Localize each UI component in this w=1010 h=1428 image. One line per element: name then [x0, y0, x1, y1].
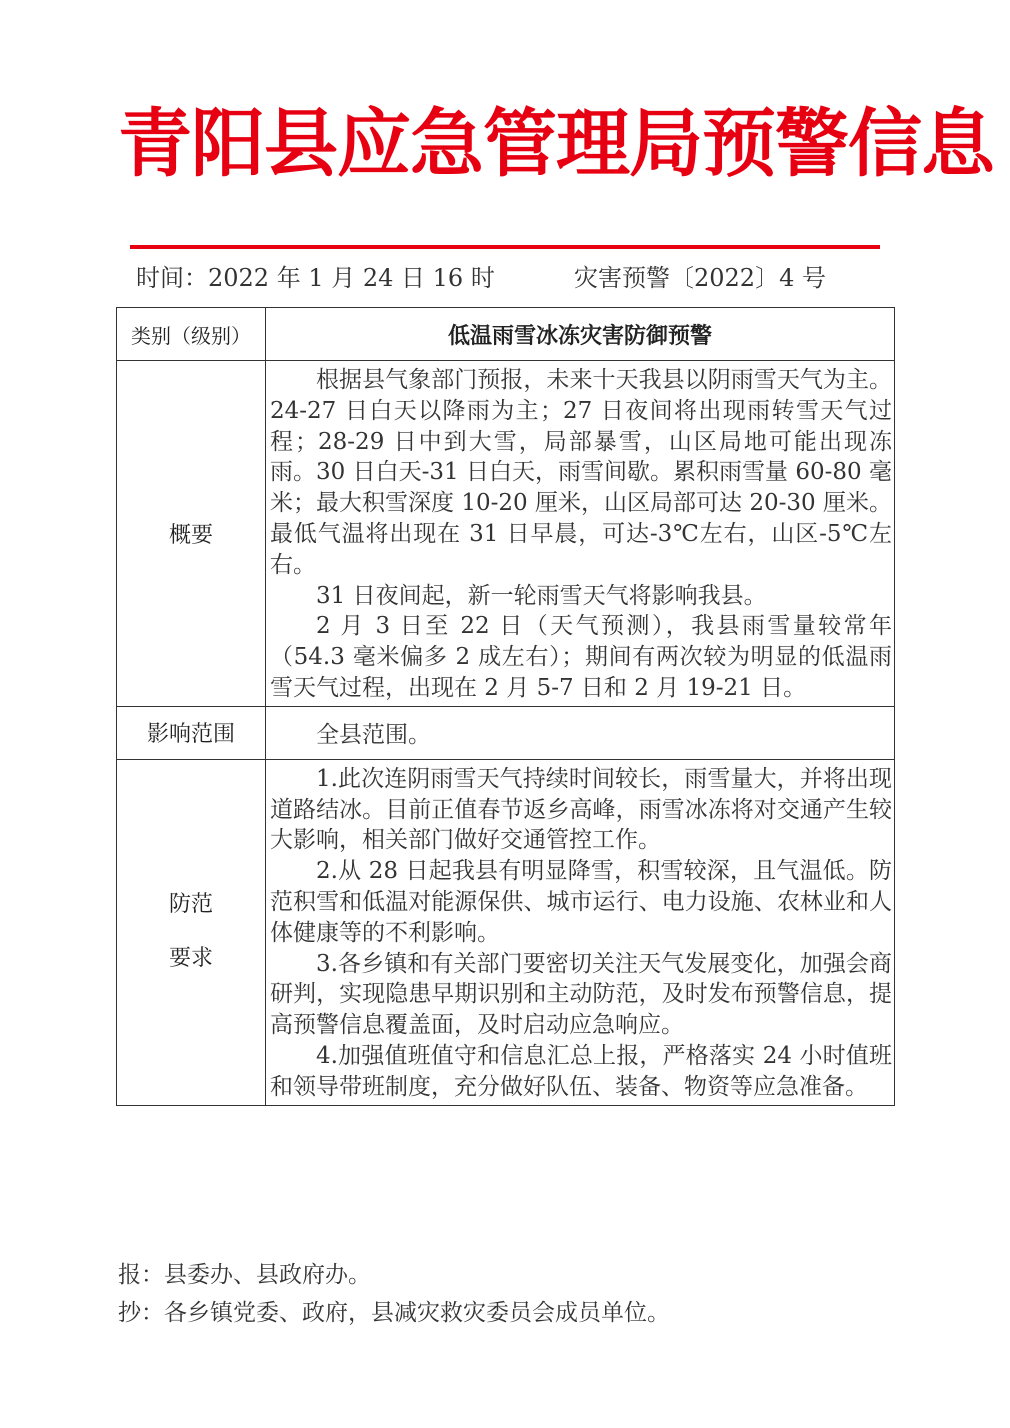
- category-row: [117, 308, 895, 361]
- document-number: 灾害预警〔2022〕4 号: [574, 264, 826, 292]
- summary-paragraph: 根据县气象部门预报，未来十天我县以阴雨雪天气为主。24-27 日白天以降雨为主；27 日夜间将出现雨转雪天气过程；28-29 日中到大雪，局部暴雪，山区局地可能出现冻雨。30 日白天-31 日白天，雨雪间歇。累积雨雪量 60-80 毫米；最大积雪深度 10-20 厘米，山区局部可达 20-30 厘米。最低气温将出现在 31 日早晨，可达-3℃左右，山区-5℃左右。: [270, 367, 892, 578]
- red-divider-line: [130, 245, 880, 249]
- category-label: 类别（级别）: [117, 308, 266, 361]
- requirements-content: [266, 759, 895, 1105]
- summary-label: 概要: [117, 361, 266, 707]
- summary-paragraph: 31 日夜间起，新一轮雨雪天气将影响我县。: [316, 582, 767, 609]
- scope-label: 影响范围: [117, 706, 266, 759]
- summary-row: [117, 361, 895, 707]
- requirement-item: 1.此次连阴雨雪天气持续时间较长，雨雪量大，并将出现道路结冰。目前正值春节返乡高峰，雨雪冰冻将对交通产生较大影响，相关部门做好交通管控工作。: [270, 765, 892, 854]
- issue-time: 时间：2022 年 1 月 24 日 16 时: [136, 264, 495, 292]
- requirements-label-line: 要求: [168, 946, 213, 972]
- requirement-item: 3.各乡镇和有关部门要密切关注天气发展变化，加强会商研判，实现隐患早期识别和主动防范，及时发布预警信息，提高预警信息覆盖面，及时启动应急响应。: [270, 950, 892, 1039]
- scope-row: [117, 706, 895, 759]
- requirements-label: [117, 759, 266, 1105]
- scope-content: [266, 706, 895, 759]
- report-to: 报：县委办、县政府办。: [118, 1262, 371, 1288]
- warning-table: [116, 307, 895, 1106]
- scope-value: 全县范围。: [316, 722, 431, 749]
- requirement-item: 4.加强值班值守和信息汇总上报，严格落实 24 小时值班和领导带班制度，充分做好队伍、装备、物资等应急准备。: [270, 1042, 892, 1100]
- requirement-item: 2.从 28 日起我县有明显降雪，积雪较深，且气温低。防范积雪和低温对能源保供、城市运行、电力设施、农林业和人体健康等的不利影响。: [270, 858, 892, 946]
- summary-paragraph: 2 月 3 日至 22 日（天气预测），我县雨雪量较常年（54.3 毫米偏多 2 成左右）；期间有两次较为明显的低温雨雪天气过程，出现在 2 月 5-7 日和 2 月 19-21 日。: [270, 613, 892, 701]
- warning-type: 低温雨雪冰冻灾害防御预警: [266, 308, 895, 361]
- copy-to: 抄：各乡镇党委、政府，县减灾救灾委员会成员单位。: [118, 1300, 670, 1326]
- requirements-row: [117, 759, 895, 1105]
- document-title: 青阳县应急管理局预警信息: [118, 101, 994, 187]
- requirements-label-line: 防范: [168, 892, 213, 918]
- summary-content: [266, 361, 895, 707]
